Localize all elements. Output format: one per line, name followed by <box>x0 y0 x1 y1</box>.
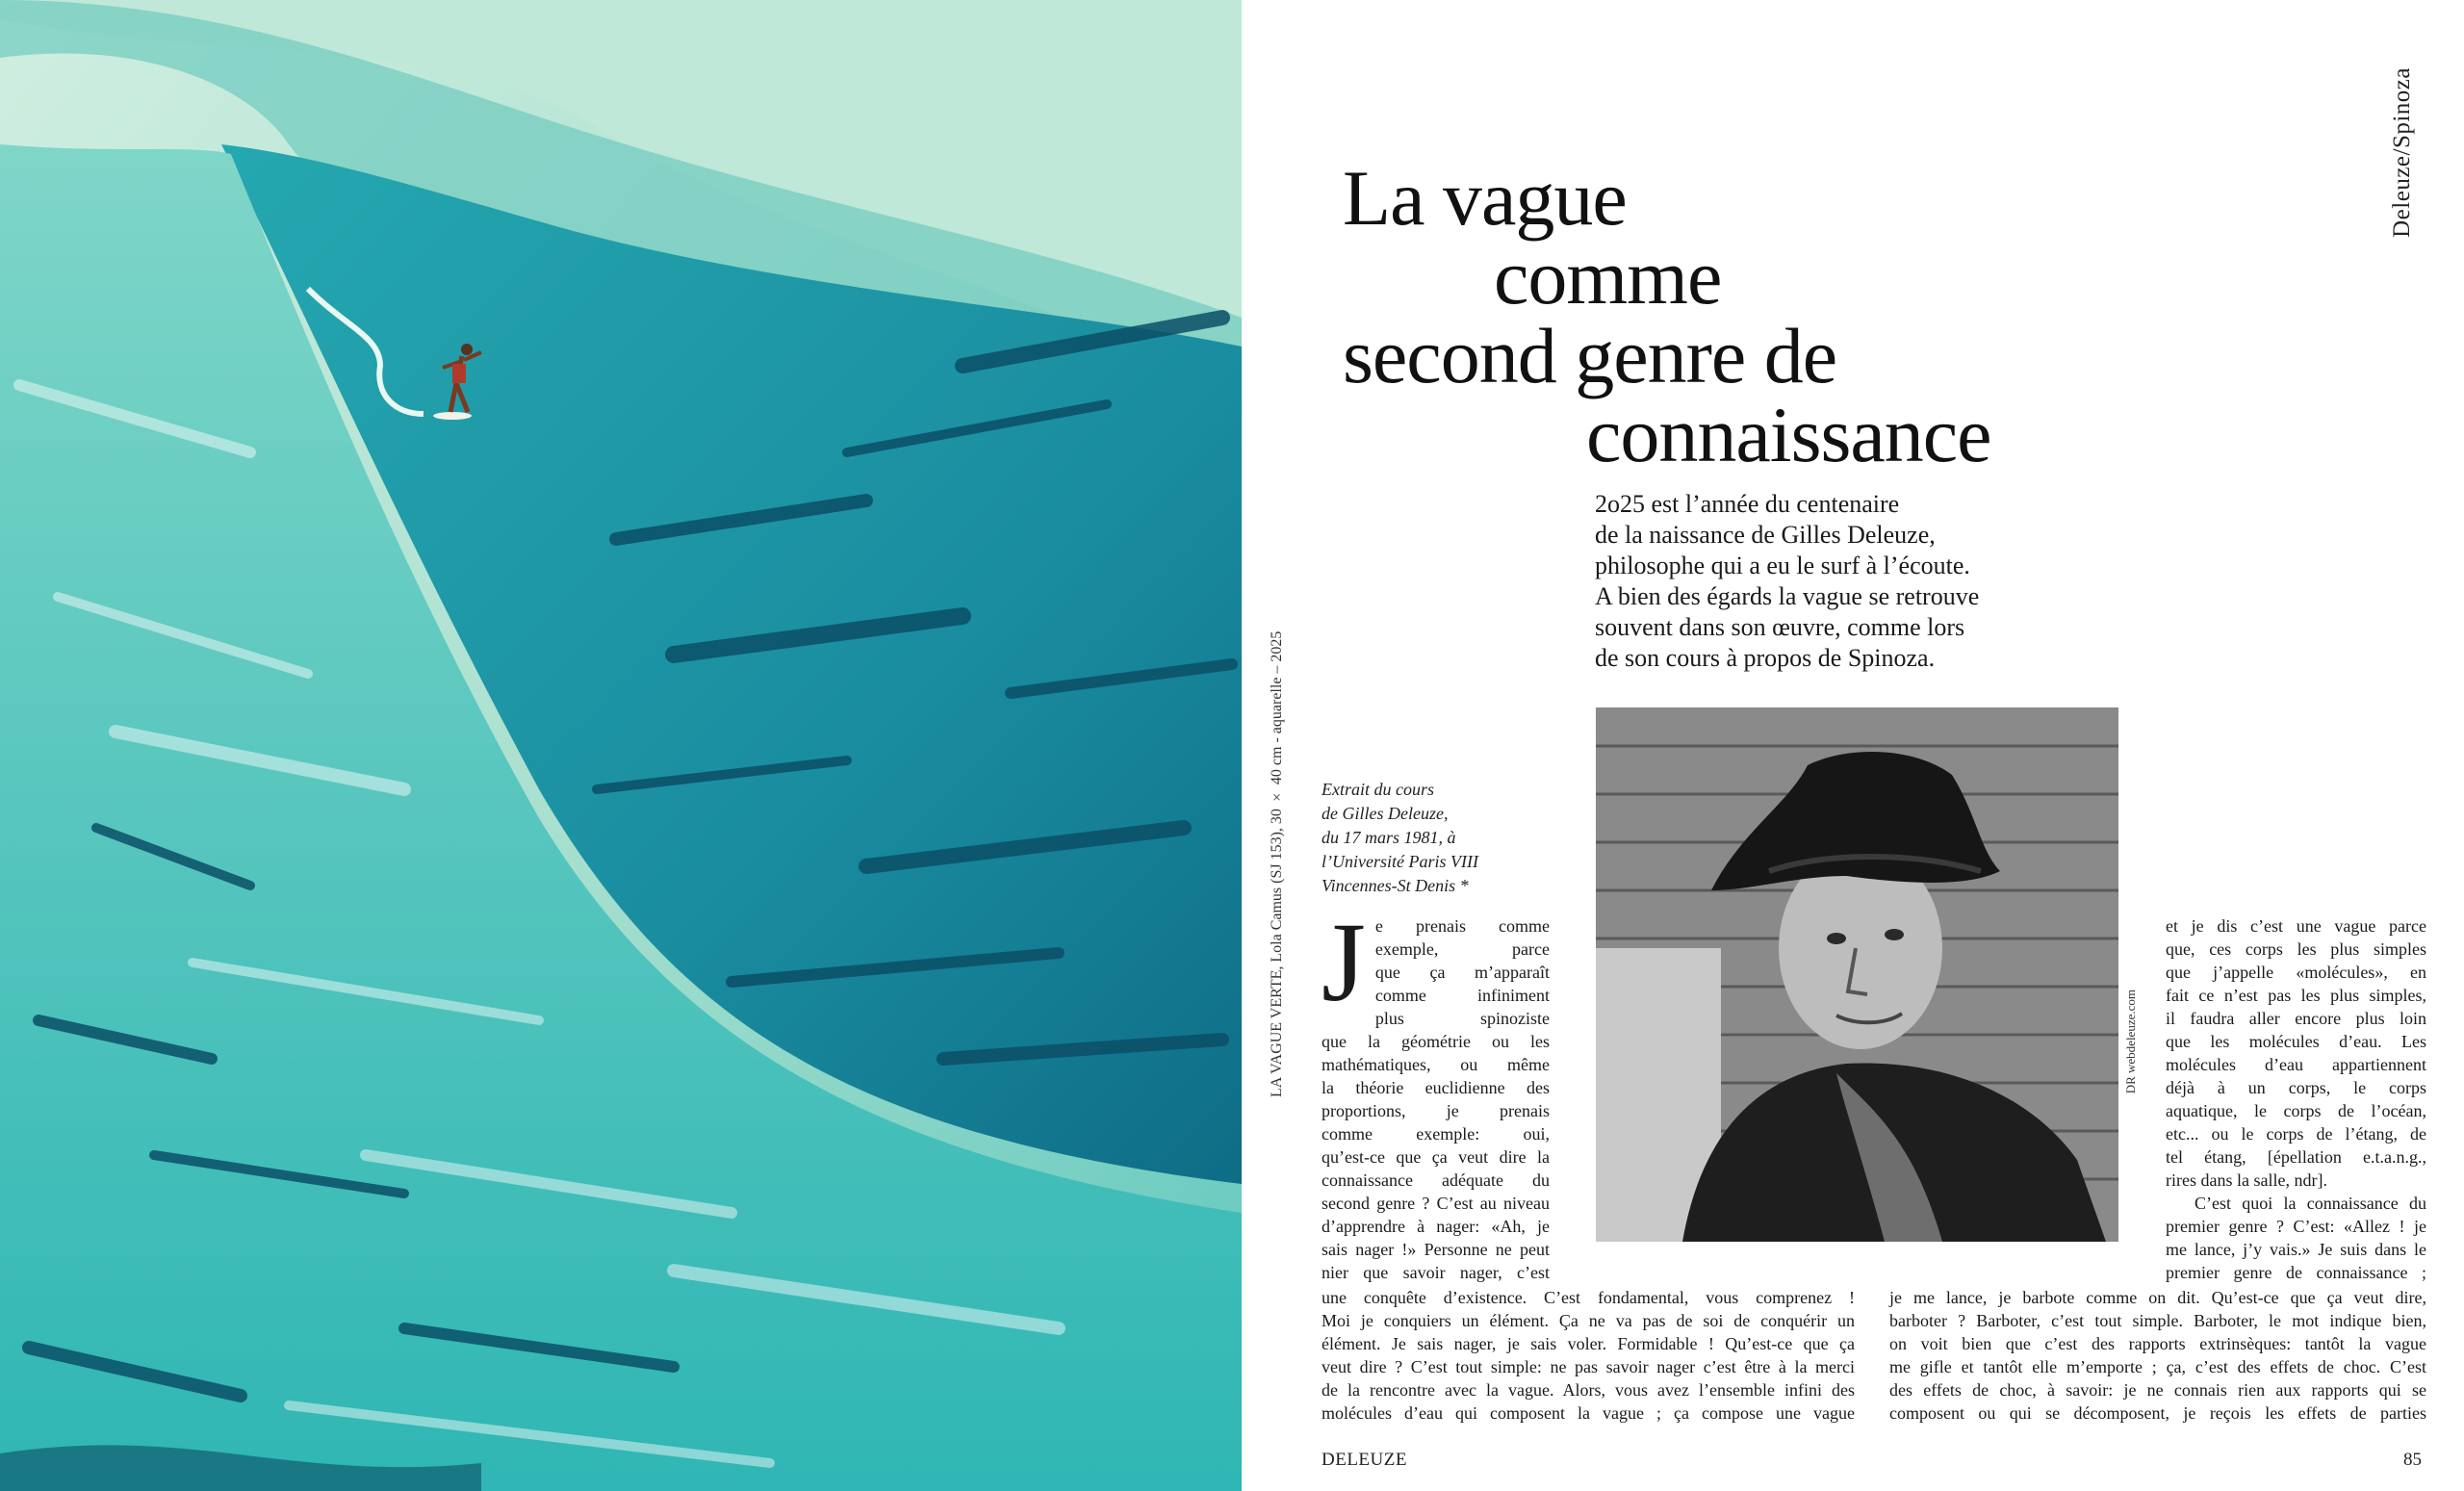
body-line: barboter ? Barboter, c’est tout simple. Barboter, le mot indique bien, <box>1889 1311 2426 1330</box>
body-line: que j’appelle «molécules», en <box>2166 963 2426 982</box>
body-line: que ça m’apparaît <box>1374 963 1550 982</box>
body-line: fait ce n’est pas les plus simples, <box>2166 986 2426 1005</box>
body-line: que les molécules d’eau. Les <box>2166 1032 2426 1051</box>
lead-line: philosophe qui a eu le surf à l’écoute. <box>1595 552 1970 579</box>
body-line: veut dire ? C’est tout simple: ne pas savoir nager c’est être à la merci <box>1322 1357 1855 1376</box>
body-line: premier genre de connaissance ; <box>2166 1263 2426 1282</box>
body-line: je me lance, je barbote comme on dit. Qu’est-ce que ça veut dire, <box>1889 1288 2426 1307</box>
body-line: il faudra aller encore plus loin <box>2166 1009 2426 1028</box>
drop-cap: J <box>1322 899 1366 1025</box>
body-line: déjà à un corps, le corps <box>2166 1078 2426 1097</box>
excerpt-note <box>1322 778 1478 898</box>
body-line: composent ou qui se décomposent, je reçois les effets de parties <box>1889 1403 2426 1423</box>
body-line: second genre ? C’est au niveau <box>1322 1194 1550 1213</box>
body-line: rires dans la salle, ndr]. <box>2166 1170 2327 1190</box>
body-line: exemple, parce <box>1374 939 1550 959</box>
body-line: comme infiniment <box>1374 986 1550 1005</box>
body-line: de la rencontre avec la vague. Alors, vous avez l’ensemble infini des <box>1322 1380 1855 1400</box>
body-column-left <box>1322 899 1550 1284</box>
body-line: que la géométrie ou les <box>1322 1032 1550 1051</box>
body-line: molécules d’eau appartiennent <box>2166 1055 2426 1074</box>
body-wide-left <box>1322 1286 1855 1425</box>
body-line: proportions, je prenais <box>1322 1101 1550 1120</box>
body-wide-right <box>1889 1286 2426 1425</box>
body-line: que, ces corps les plus simples <box>2166 939 2426 959</box>
body-line: aquatique, le corps de l’océan, <box>2166 1101 2426 1120</box>
title-line: La vague <box>1343 154 1627 242</box>
body-line: la théorie euclidienne des <box>1322 1078 1550 1097</box>
article-lead <box>1595 489 2018 674</box>
body-line: des effets de choc, à savoir: je ne connais rien aux rapports qui se <box>1889 1380 2426 1400</box>
excerpt-line: de Gilles Deleuze, <box>1322 804 1449 823</box>
body-line: C’est quoi la connaissance du <box>2194 1194 2426 1213</box>
body-line: élément. Je sais nager, je sais voler. Formidable ! Qu’est-ce que ça <box>1322 1334 1855 1353</box>
body-line: connaissance adéquate du <box>1322 1170 1550 1190</box>
body-line: premier genre ? C’est: «Allez ! je <box>2166 1217 2426 1236</box>
body-column-right <box>2166 914 2426 1284</box>
excerpt-line: Vincennes-St Denis * <box>1322 876 1469 895</box>
body-line: nier que savoir nager, c’est <box>1322 1263 1550 1282</box>
body-line: et je dis c’est une vague parce <box>2166 916 2426 936</box>
body-line: etc... ou le corps de l’étang, de <box>2166 1124 2426 1144</box>
body-line: mathématiques, ou même <box>1322 1055 1550 1074</box>
body-line: on voit bien que c’est des rapports extrinsèques: tantôt la vague <box>1889 1334 2426 1353</box>
section-label: Deleuze/Spinoza <box>2389 67 2415 238</box>
excerpt-line: Extrait du cours <box>1322 780 1434 799</box>
lead-line: 2o25 est l’année du centenaire <box>1595 490 1900 518</box>
body-line: Moi je conquiers un élément. Ça ne va pas de soi de conquérir un <box>1322 1311 1855 1330</box>
photo-credit: DR webdeleuze.com <box>2123 990 2138 1094</box>
excerpt-line: l’Université Paris VIII <box>1322 852 1478 871</box>
article-title <box>1343 154 1991 478</box>
body-line: tel étang, [épellation e.t.a.n.g., <box>2166 1147 2426 1167</box>
lead-line: de son cours à propos de Spinoza. <box>1595 644 1936 672</box>
body-line: me lance, j’y vais.» Je suis dans le <box>2166 1240 2426 1259</box>
body-line: qu’est-ce que ça veut dire la <box>1322 1147 1550 1167</box>
deleuze-portrait-photo <box>1596 707 2118 1242</box>
title-line: connaissance <box>1586 391 1991 478</box>
body-line: plus spinoziste <box>1374 1009 1550 1028</box>
body-line: une conquête d’existence. C’est fondamental, vous comprenez ! <box>1322 1288 1855 1307</box>
lead-line: A bien des égards la vague se retrouve <box>1595 582 1980 610</box>
title-line: second genre de <box>1343 312 1837 399</box>
running-footer: DELEUZE <box>1322 1450 1407 1470</box>
title-line: comme <box>1494 233 1722 321</box>
body-line: me gifle et tantôt elle m’emporte ; ça, c’est des effets de choc. C’est <box>1889 1357 2426 1376</box>
excerpt-line: du 17 mars 1981, à <box>1322 828 1456 847</box>
lead-line: de la naissance de Gilles Deleuze, <box>1595 521 1936 549</box>
artwork-caption: LA VAGUE VERTE, Lola Camus (SJ 153), 30 × 40 cm - aquarelle – 2025 <box>1269 630 1285 1097</box>
lead-line: souvent dans son œuvre, comme lors <box>1595 613 1965 641</box>
body-line: e prenais comme <box>1374 916 1550 936</box>
body-line: d’apprendre à nager: «Ah, je <box>1322 1217 1550 1236</box>
page-number: 85 <box>2403 1450 2422 1470</box>
body-line: sais nager !» Personne ne peut <box>1322 1240 1550 1259</box>
body-line: comme exemple: oui, <box>1322 1124 1550 1144</box>
body-line: molécules d’eau qui composent la vague ; ça compose une vague <box>1322 1403 1855 1423</box>
